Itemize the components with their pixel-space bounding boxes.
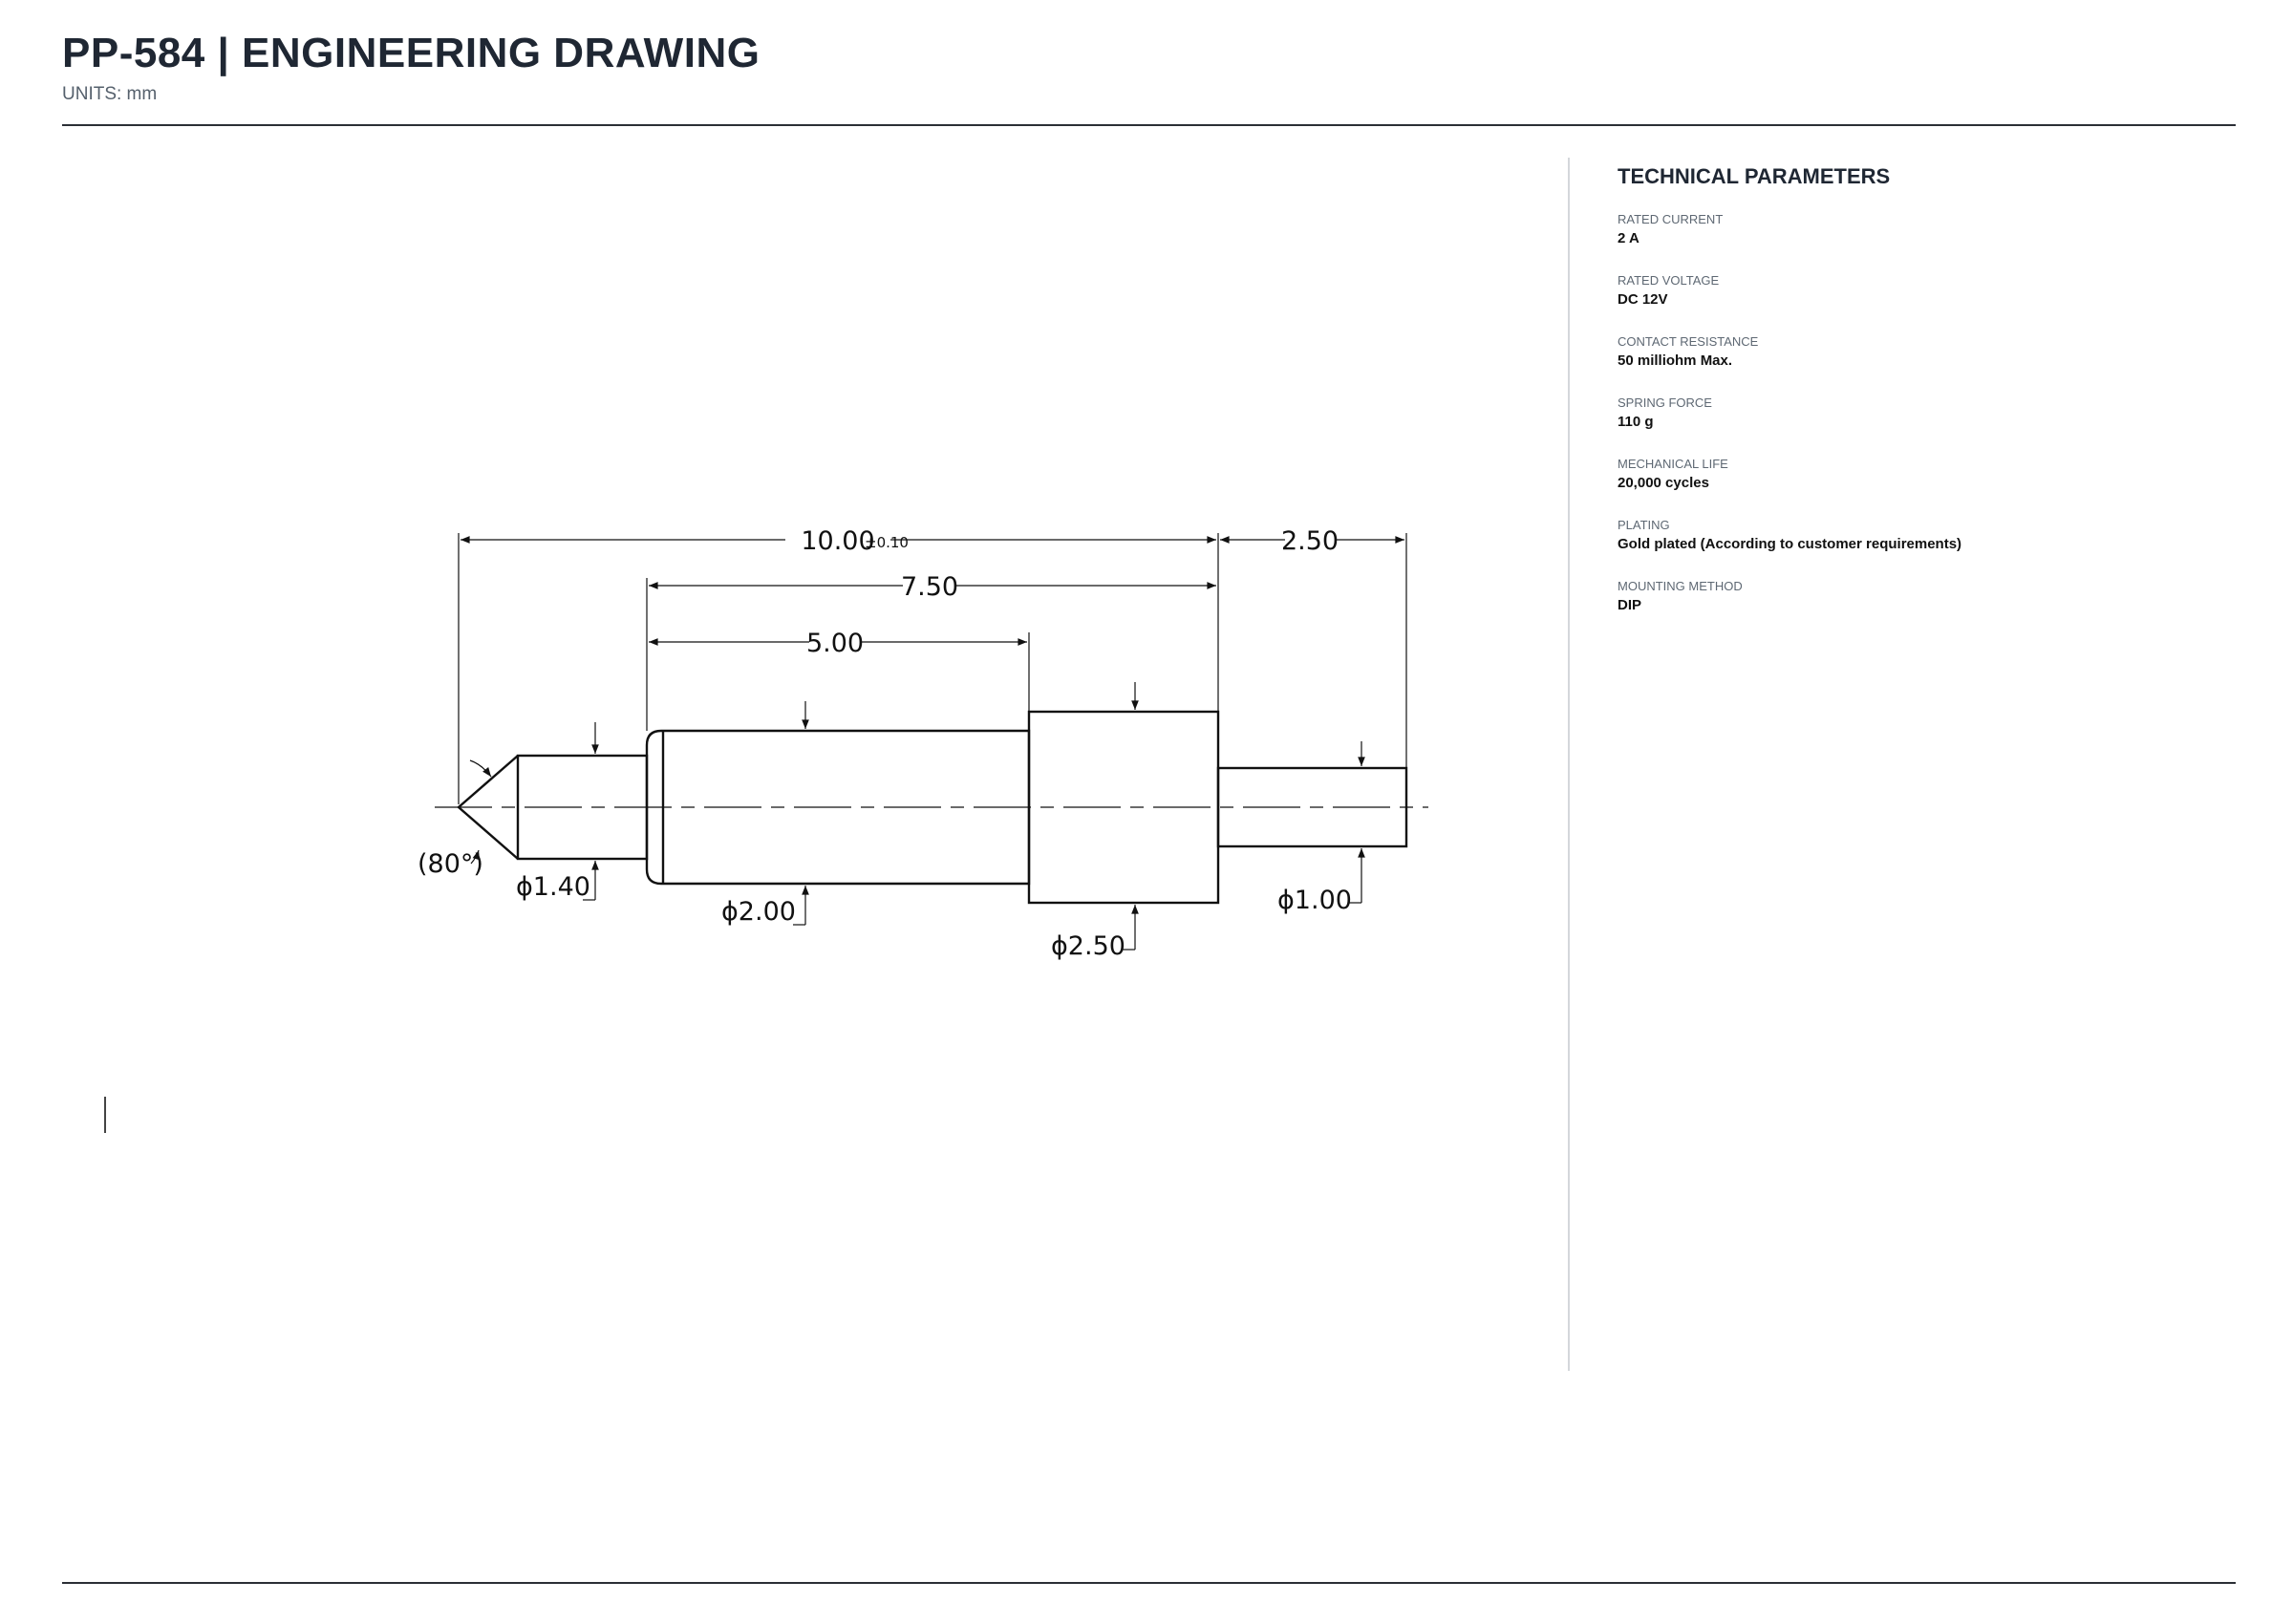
dim-overall-length: 10.00 <box>801 526 875 556</box>
engineering-drawing <box>382 497 1452 998</box>
footer-rule <box>62 1582 2236 1584</box>
param-label: CONTACT RESISTANCE <box>1618 334 1759 349</box>
param-mounting-method <box>1618 579 2229 615</box>
params-title: TECHNICAL PARAMETERS <box>1618 164 1891 188</box>
param-label: MOUNTING METHOD <box>1618 579 1743 593</box>
param-value: DC 12V <box>1618 291 1668 308</box>
dim-overall-tolerance: ±0.10 <box>865 534 909 551</box>
page-header <box>62 27 760 105</box>
dim-tip-angle: (80°) <box>418 849 483 879</box>
param-value: DIP <box>1618 597 1642 613</box>
text-cursor <box>104 1097 106 1133</box>
param-label: RATED CURRENT <box>1618 212 1724 226</box>
diameter-bottom-leaders <box>583 848 1361 950</box>
param-label: PLATING <box>1618 518 1670 532</box>
param-label: SPRING FORCE <box>1618 395 1712 410</box>
param-rated-current <box>1618 212 2229 248</box>
page-title: PP-584 | ENGINEERING DRAWING <box>62 30 761 76</box>
dim-body-to-shoulder: 7.50 <box>900 572 959 602</box>
param-value: 2 A <box>1618 230 1639 246</box>
param-label: RATED VOLTAGE <box>1618 273 1720 288</box>
param-spring-force <box>1618 395 2229 432</box>
param-contact-resistance <box>1618 334 2229 371</box>
dim-body-length: 5.00 <box>805 629 865 658</box>
dim-dia-tail: ϕ1.00 <box>1277 886 1352 915</box>
dim-dia-tip: ϕ1.40 <box>516 872 590 902</box>
param-value: Gold plated (According to customer requirements) <box>1618 536 1962 552</box>
panel-divider <box>1568 158 1570 1371</box>
param-rated-voltage <box>1618 273 2229 310</box>
dim-dia-shoulder: ϕ2.50 <box>1051 931 1125 961</box>
header-rule <box>62 124 2236 126</box>
diameter-top-arrows <box>595 682 1361 766</box>
angle-arc-upper <box>470 760 491 777</box>
units-label: UNITS: mm <box>62 84 158 104</box>
dim-tail-length: 2.50 <box>1280 526 1339 556</box>
param-value: 50 milliohm Max. <box>1618 353 1733 369</box>
pin-drawing-svg <box>382 497 1452 994</box>
dim-dia-body: ϕ2.00 <box>721 897 796 927</box>
param-plating <box>1618 518 2229 554</box>
technical-parameters-panel <box>1618 164 2229 640</box>
param-value: 20,000 cycles <box>1618 475 1709 491</box>
param-label: MECHANICAL LIFE <box>1618 457 1728 471</box>
param-mechanical-life <box>1618 457 2229 493</box>
param-value: 110 g <box>1618 414 1654 430</box>
